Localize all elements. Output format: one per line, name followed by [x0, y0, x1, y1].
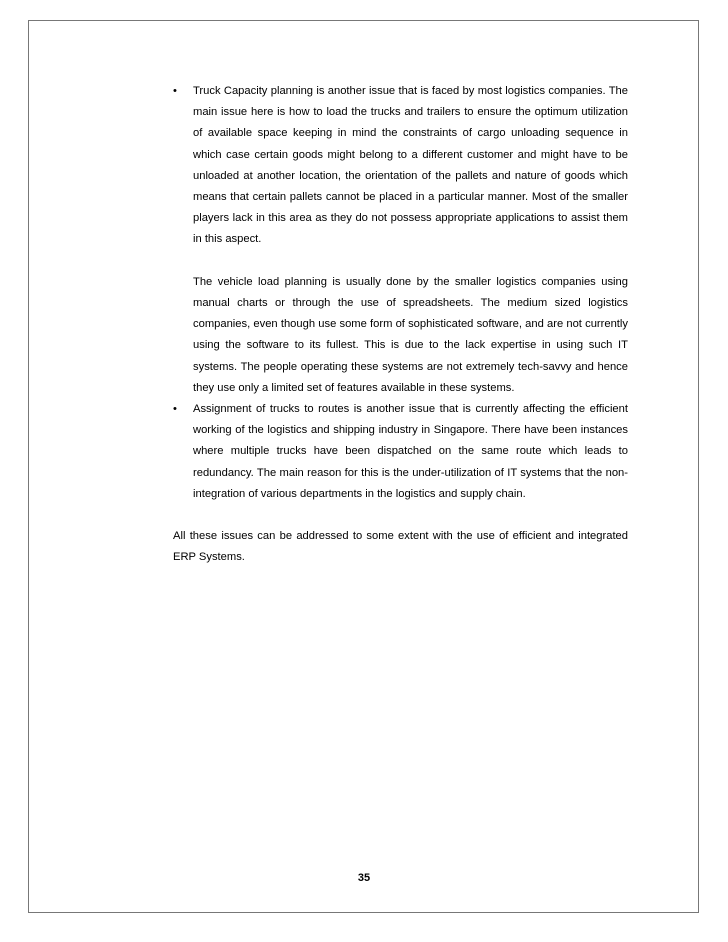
- paragraph: Assignment of trucks to routes is another issue that is currently affecting the efficient working of the logistics and shipping industry in Singapore. There have been instances where multiple trucks have been dispatched on the same route which leads to redundancy. The main reason for this is the under-utilization of IT systems that the non-integration of various departments in the logistics and supply chain.: [193, 403, 628, 500]
- bullet-item-truck-capacity: [173, 81, 628, 399]
- paragraph: The vehicle load planning is usually done by the smaller logistics companies using manual charts or through the use of spreadsheets. The medium sized logistics companies, even though use some form of sophisticated software, and are not currently using the software to its fullest. This is due to the lack expertise in using such IT systems. The people operating these systems are not extremely tech-savvy and hence they use only a limited set of features available in these systems.: [193, 275, 628, 394]
- bullet-item-truck-assignment: [173, 399, 628, 505]
- bullet-icon: •: [173, 85, 177, 97]
- document-body: [173, 81, 628, 569]
- paragraph: Truck Capacity planning is another issue that is faced by most logistics companies. The main issue here is how to load the trucks and trailers to ensure the optimum utilization of available space keeping in mind the constraints of cargo unloading sequence in which case certain goods might belong to a different customer and might have to be unloaded at another location, the orientation of the pallets and nature of goods which means that certain pallets cannot be placed in a particular manner. Most of the smaller players lack in this area as they do not possess appropriate applications to assist them in this aspect.: [193, 85, 628, 246]
- page-number: 35: [357, 872, 371, 884]
- closing-paragraph: All these issues can be addressed to some extent with the use of efficient and integrated ERP Systems.: [173, 530, 628, 564]
- bullet-icon: •: [173, 403, 177, 416]
